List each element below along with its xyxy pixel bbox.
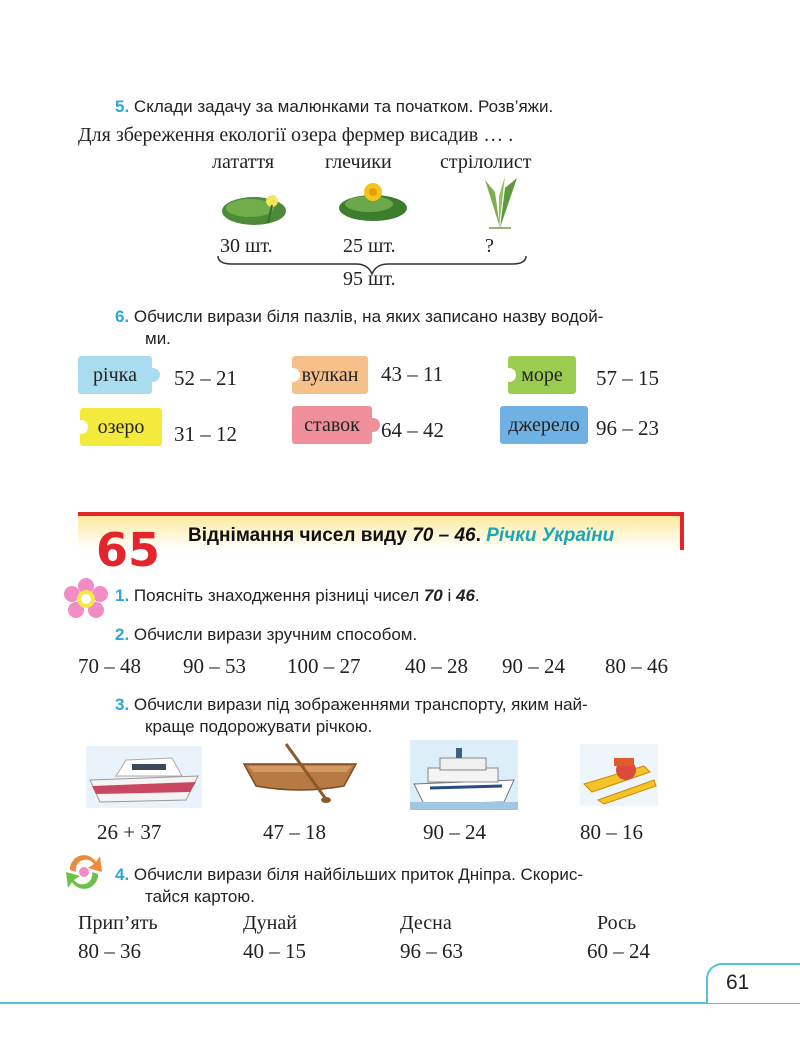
lesson-header-edge	[680, 512, 684, 550]
river-name: Прип’ять	[78, 912, 158, 934]
river-expression: 60 – 24	[587, 939, 650, 963]
plant-count-1: 30 шт.	[220, 235, 273, 257]
page-number-tab	[706, 963, 800, 1003]
task-5-instruction	[115, 96, 553, 118]
lesson-title-expr: 70 – 46	[412, 525, 476, 546]
water-lily-icon	[220, 175, 290, 231]
lesson-task-1	[115, 585, 480, 607]
puzzle-word: озеро	[97, 415, 145, 438]
task-text: Обчисли вирази біля пазлів, на яких записано назву водой-	[133, 307, 604, 326]
number-a: 70	[423, 586, 443, 605]
puzzle-expression: 52 – 21	[174, 366, 237, 390]
lesson-task-3	[115, 694, 588, 716]
lesson-title-dot: .	[475, 525, 487, 546]
cruise-ship-icon	[410, 740, 518, 810]
river-name: Десна	[400, 912, 452, 934]
lesson-title-prefix: Віднімання чисел виду	[188, 525, 413, 546]
puzzle-piece	[292, 406, 372, 444]
plant-name-3: стрілолист	[440, 151, 532, 173]
transport-expression: 90 – 24	[423, 820, 486, 844]
puzzle-word: річка	[93, 363, 137, 386]
puzzle-word: вулкан	[301, 363, 359, 386]
footer-rule	[0, 1002, 800, 1004]
plant-count-3: ?	[485, 235, 494, 257]
puzzle-expression: 57 – 15	[596, 366, 659, 390]
expression: 100 – 27	[287, 654, 361, 678]
rowboat-icon	[240, 742, 360, 804]
plant-name-2: глечики	[325, 151, 392, 173]
task-text: Склади задачу за малюнками та початком. Розв’яжи.	[133, 97, 554, 116]
task-number: 6.	[115, 307, 130, 326]
river-name: Дунай	[243, 912, 297, 934]
puzzle-expression: 31 – 12	[174, 422, 237, 446]
puzzle-word: ставок	[304, 413, 360, 436]
puzzle-expression: 96 – 23	[596, 416, 659, 440]
puzzle-piece	[292, 356, 368, 394]
river-expression: 80 – 36	[78, 939, 141, 963]
puzzle-expression: 64 – 42	[381, 418, 444, 442]
expression: 90 – 24	[502, 654, 565, 678]
expression: 80 – 46	[605, 654, 668, 678]
task-text: Обчисли вирази під зображеннями транспорту, яким най-	[133, 695, 588, 714]
task-text: Обчисли вирази біля найбільших приток Дніпра. Скорис-	[133, 865, 583, 884]
page-number: 61	[726, 971, 750, 994]
yellow-pond-lily-icon	[335, 178, 413, 226]
lesson-task-2	[115, 624, 417, 646]
cycle-arrows-icon	[64, 852, 104, 892]
number-b: 46	[456, 586, 475, 605]
lesson-task-4	[115, 864, 583, 886]
puzzle-expression: 43 – 11	[381, 362, 444, 386]
river-name: Рось	[597, 912, 637, 934]
task-text: Обчисли вирази зручним способом.	[133, 625, 418, 644]
task-number: 5.	[115, 97, 130, 116]
task-number: 4.	[115, 865, 130, 884]
transport-expression: 26 + 37	[97, 820, 162, 844]
lesson-number: 65	[96, 523, 161, 577]
expression: 40 – 28	[405, 654, 468, 678]
transport-expression: 47 – 18	[263, 820, 326, 844]
lesson-task-4-cont: тайся картою.	[145, 887, 255, 906]
task-6-instruction-cont: ми.	[145, 329, 171, 348]
task-number: 2.	[115, 625, 130, 644]
yacht-icon	[86, 746, 202, 808]
expression: 90 – 53	[183, 654, 246, 678]
expression: 70 – 48	[78, 654, 141, 678]
task-text-mid: і	[442, 586, 456, 605]
task-number: 1.	[115, 586, 130, 605]
puzzle-word: джерело	[508, 413, 580, 436]
river-expression: 96 – 63	[400, 939, 463, 963]
puzzle-piece	[508, 356, 576, 394]
plant-count-2: 25 шт.	[343, 235, 396, 257]
task-5-intro: Для збереження екології озера фермер висадив … .	[78, 124, 514, 146]
pedal-boat-icon	[580, 744, 658, 806]
plant-name-1: латаття	[212, 151, 275, 173]
task-6-instruction	[115, 306, 603, 328]
puzzle-piece	[80, 408, 162, 446]
river-expression: 40 – 15	[243, 939, 306, 963]
task-number: 3.	[115, 695, 130, 714]
lesson-topic: Річки України	[486, 525, 615, 546]
task-text: Поясніть знаходження різниці чисел	[133, 586, 424, 605]
puzzle-piece	[78, 356, 152, 394]
task-text-end: .	[474, 586, 480, 605]
lesson-task-3-cont: краще подорожувати річкою.	[145, 717, 373, 736]
puzzle-piece	[500, 406, 588, 444]
total-count: 95 шт.	[343, 268, 396, 290]
lesson-title	[188, 525, 614, 547]
puzzle-word: море	[521, 363, 563, 386]
flower-icon	[64, 578, 108, 618]
arrowhead-plant-icon	[475, 172, 525, 230]
transport-expression: 80 – 16	[580, 820, 643, 844]
